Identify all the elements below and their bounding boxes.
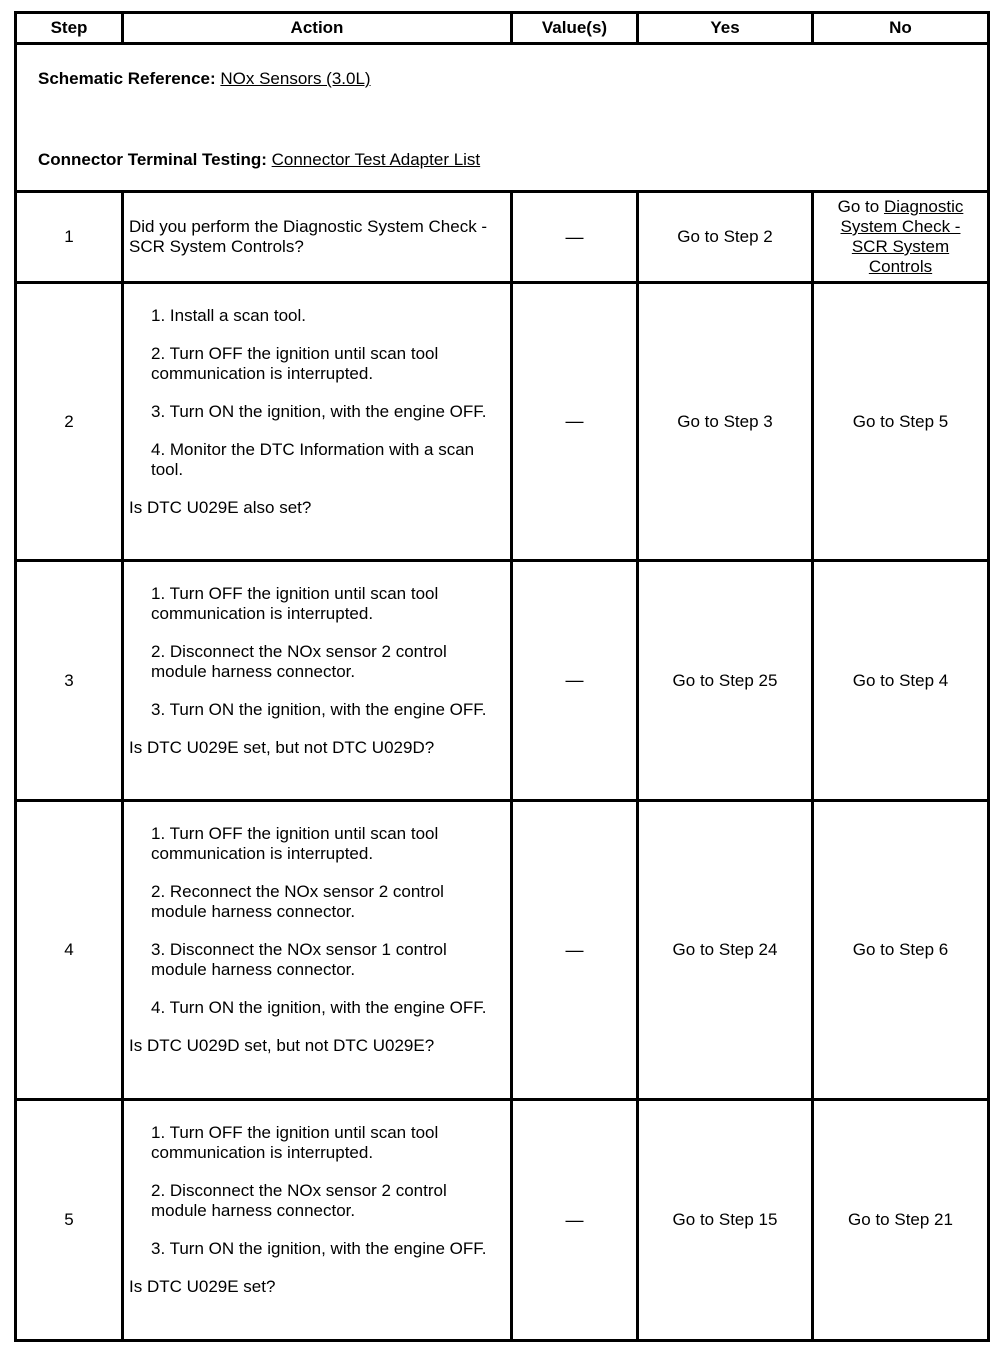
step-number: 5 [16, 1100, 123, 1341]
action-steps [129, 584, 500, 720]
action-steps [129, 824, 500, 1018]
step-number: 2 [16, 283, 123, 561]
yes-cell: Go to Step 3 [638, 283, 813, 561]
action-step: 4. Monitor the DTC Information with a scan tool. [151, 440, 475, 479]
header-yes: Yes [638, 13, 813, 44]
header-row [16, 13, 989, 44]
connector-testing-reference [38, 150, 480, 170]
table-row [16, 192, 989, 283]
table-row [16, 801, 989, 1100]
action-question: Is DTC U029E also set? [129, 498, 312, 517]
value-text: — [565, 411, 584, 431]
no-cell: Go to Step 4 [813, 561, 989, 801]
yes-cell: Go to Step 24 [638, 801, 813, 1100]
step-number: 3 [16, 561, 123, 801]
no-link-group [831, 197, 971, 277]
diagnostic-table [14, 11, 990, 1342]
value-text: — [565, 670, 584, 690]
value-cell [512, 192, 638, 283]
value-cell [512, 561, 638, 801]
schematic-reference [38, 69, 371, 89]
action-step: 2. Disconnect the NOx sensor 2 control module harness connector. [151, 1181, 447, 1220]
yes-cell: Go to Step 15 [638, 1100, 813, 1341]
header-action: Action [123, 13, 512, 44]
action-cell [123, 801, 512, 1100]
value-cell [512, 283, 638, 561]
action-step: 3. Turn ON the ignition, with the engine OFF. [151, 402, 487, 421]
no-cell: Go to Step 5 [813, 283, 989, 561]
value-cell [512, 1100, 638, 1341]
action-step: 3. Turn ON the ignition, with the engine OFF. [151, 700, 487, 719]
value-cell [512, 801, 638, 1100]
value-text: — [565, 939, 584, 960]
no-cell [813, 192, 989, 283]
header-no: No [813, 13, 989, 44]
reference-cell [16, 44, 989, 192]
action-step: 2. Turn OFF the ignition until scan tool communication is interrupted. [151, 344, 439, 383]
value-text: — [565, 1209, 584, 1230]
action-steps [129, 1123, 500, 1259]
action-cell [123, 1100, 512, 1341]
no-prefix: Go to [837, 197, 880, 216]
step-number: 1 [16, 192, 123, 283]
action-question: Did you perform the Diagnostic System Check - SCR System Controls? [129, 217, 488, 256]
schematic-reference-link[interactable]: NOx Sensors (3.0L) [220, 69, 371, 88]
action-step: 1. Turn OFF the ignition until scan tool communication is interrupted. [151, 584, 439, 623]
connector-test-adapter-link[interactable]: Connector Test Adapter List [271, 150, 481, 169]
no-cell: Go to Step 6 [813, 801, 989, 1100]
reference-row [16, 44, 989, 192]
connector-testing-label: Connector Terminal Testing: [38, 150, 267, 169]
yes-cell: Go to Step 25 [638, 561, 813, 801]
yes-cell: Go to Step 2 [638, 192, 813, 283]
action-step: 3. Disconnect the NOx sensor 1 control module harness connector. [151, 940, 447, 979]
action-step: 1. Install a scan tool. [151, 306, 306, 325]
no-cell: Go to Step 21 [813, 1100, 989, 1341]
value-text: — [565, 226, 584, 247]
action-step: 2. Disconnect the NOx sensor 2 control module harness connector. [151, 642, 447, 681]
step-number: 4 [16, 801, 123, 1100]
header-step: Step [16, 13, 123, 44]
action-step: 2. Reconnect the NOx sensor 2 control module harness connector. [151, 882, 444, 921]
action-cell [123, 192, 512, 283]
table-row [16, 283, 989, 561]
action-step: 3. Turn ON the ignition, with the engine OFF. [151, 1239, 487, 1258]
action-cell [123, 283, 512, 561]
schematic-reference-label: Schematic Reference: [38, 69, 216, 88]
action-step: 1. Turn OFF the ignition until scan tool communication is interrupted. [151, 824, 439, 863]
table-row [16, 1100, 989, 1341]
action-step: 4. Turn ON the ignition, with the engine OFF. [151, 998, 487, 1017]
action-cell [123, 561, 512, 801]
action-step: 1. Turn OFF the ignition until scan tool communication is interrupted. [151, 1123, 439, 1162]
action-question: Is DTC U029D set, but not DTC U029E? [129, 1036, 435, 1055]
action-question: Is DTC U029E set, but not DTC U029D? [129, 738, 435, 757]
action-question: Is DTC U029E set? [129, 1277, 276, 1296]
header-values: Value(s) [512, 13, 638, 44]
table-row [16, 561, 989, 801]
action-steps [129, 306, 500, 480]
diagnostic-system-check-link[interactable]: Diagnostic System Check - SCR System Controls [840, 197, 964, 276]
